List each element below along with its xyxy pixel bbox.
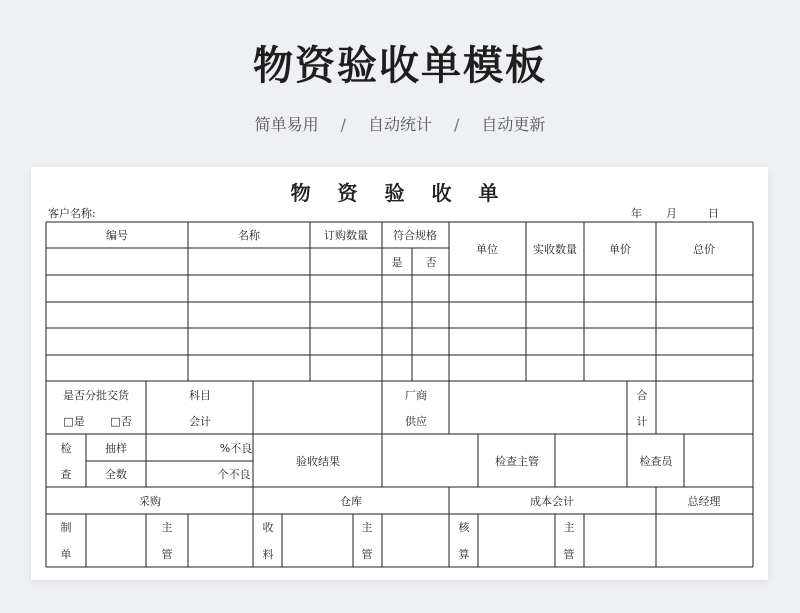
sign-maker-2: 单	[60, 548, 72, 561]
inspection-result-label: 验收结果	[296, 455, 340, 468]
accounting-label: 会计	[189, 415, 211, 428]
inspection-supervisor-label: 检查主管	[495, 455, 539, 468]
page-title: 物资验收单模板	[253, 43, 547, 89]
batch-yes-checkbox[interactable]: □是	[63, 415, 85, 428]
form-sheet	[31, 167, 768, 580]
header-order-qty: 订购数量	[324, 229, 368, 242]
sign-head-2: 管	[563, 548, 575, 561]
inspect-label-1: 检	[60, 442, 72, 455]
total-label-2: 计	[636, 415, 648, 428]
feature-tag: 自动统计	[367, 115, 432, 134]
day-label: 日	[708, 207, 719, 220]
header-code: 编号	[106, 229, 128, 242]
sign-review-1: 核	[458, 521, 470, 534]
inspect-label-2: 查	[60, 468, 72, 481]
header-yes: 是	[391, 256, 403, 269]
sign-head-2: 管	[161, 548, 173, 561]
sign-head-1: 主	[361, 521, 373, 534]
header-received-qty: 实收数量	[533, 243, 577, 256]
header-unit: 单位	[476, 243, 498, 256]
sign-head-1: 主	[161, 521, 173, 534]
header-spec-match: 符合规格	[393, 229, 437, 242]
percent-defect-label: %不良	[219, 442, 253, 455]
header-unit-price: 单价	[609, 243, 631, 256]
vendor-label-2: 供应	[405, 415, 427, 428]
count-defect-label: 个不良	[217, 468, 251, 481]
inspector-label: 检查员	[639, 455, 673, 468]
sign-review-2: 算	[458, 548, 470, 561]
header-no: 否	[425, 256, 437, 269]
vendor-label-1: 厂商	[405, 389, 427, 402]
header-total-price: 总价	[693, 243, 715, 256]
header-name: 名称	[238, 229, 260, 242]
feature-tag: 简单易用	[254, 115, 319, 134]
dept-purchasing: 采购	[139, 495, 161, 508]
feature-tag: 自动更新	[481, 115, 546, 134]
sampling-label: 抽样	[105, 442, 127, 455]
sign-receive-1: 收	[262, 521, 274, 534]
subject-label: 科目	[189, 389, 211, 402]
dept-warehouse: 仓库	[340, 495, 362, 508]
full-inspection-label: 全数	[105, 468, 127, 481]
form-title: 物 资 验 收 单	[290, 181, 509, 205]
dept-general-manager: 总经理	[687, 495, 721, 508]
batch-no-checkbox[interactable]: □否	[110, 415, 132, 428]
sign-receive-2: 料	[262, 548, 274, 561]
sign-maker-1: 制	[60, 521, 72, 534]
batch-delivery-label: 是否分批交货	[63, 389, 129, 402]
tag-separator: /	[454, 115, 460, 134]
dept-cost-accounting: 成本会计	[530, 495, 574, 508]
feature-tags	[0, 112, 800, 135]
total-label-1: 合	[636, 389, 648, 402]
customer-label: 客户名称:	[48, 207, 96, 220]
month-label: 月	[666, 207, 677, 220]
sign-head-2: 管	[361, 548, 373, 561]
sign-head-1: 主	[563, 521, 575, 534]
tag-separator: /	[340, 115, 346, 134]
year-label: 年	[631, 207, 642, 220]
